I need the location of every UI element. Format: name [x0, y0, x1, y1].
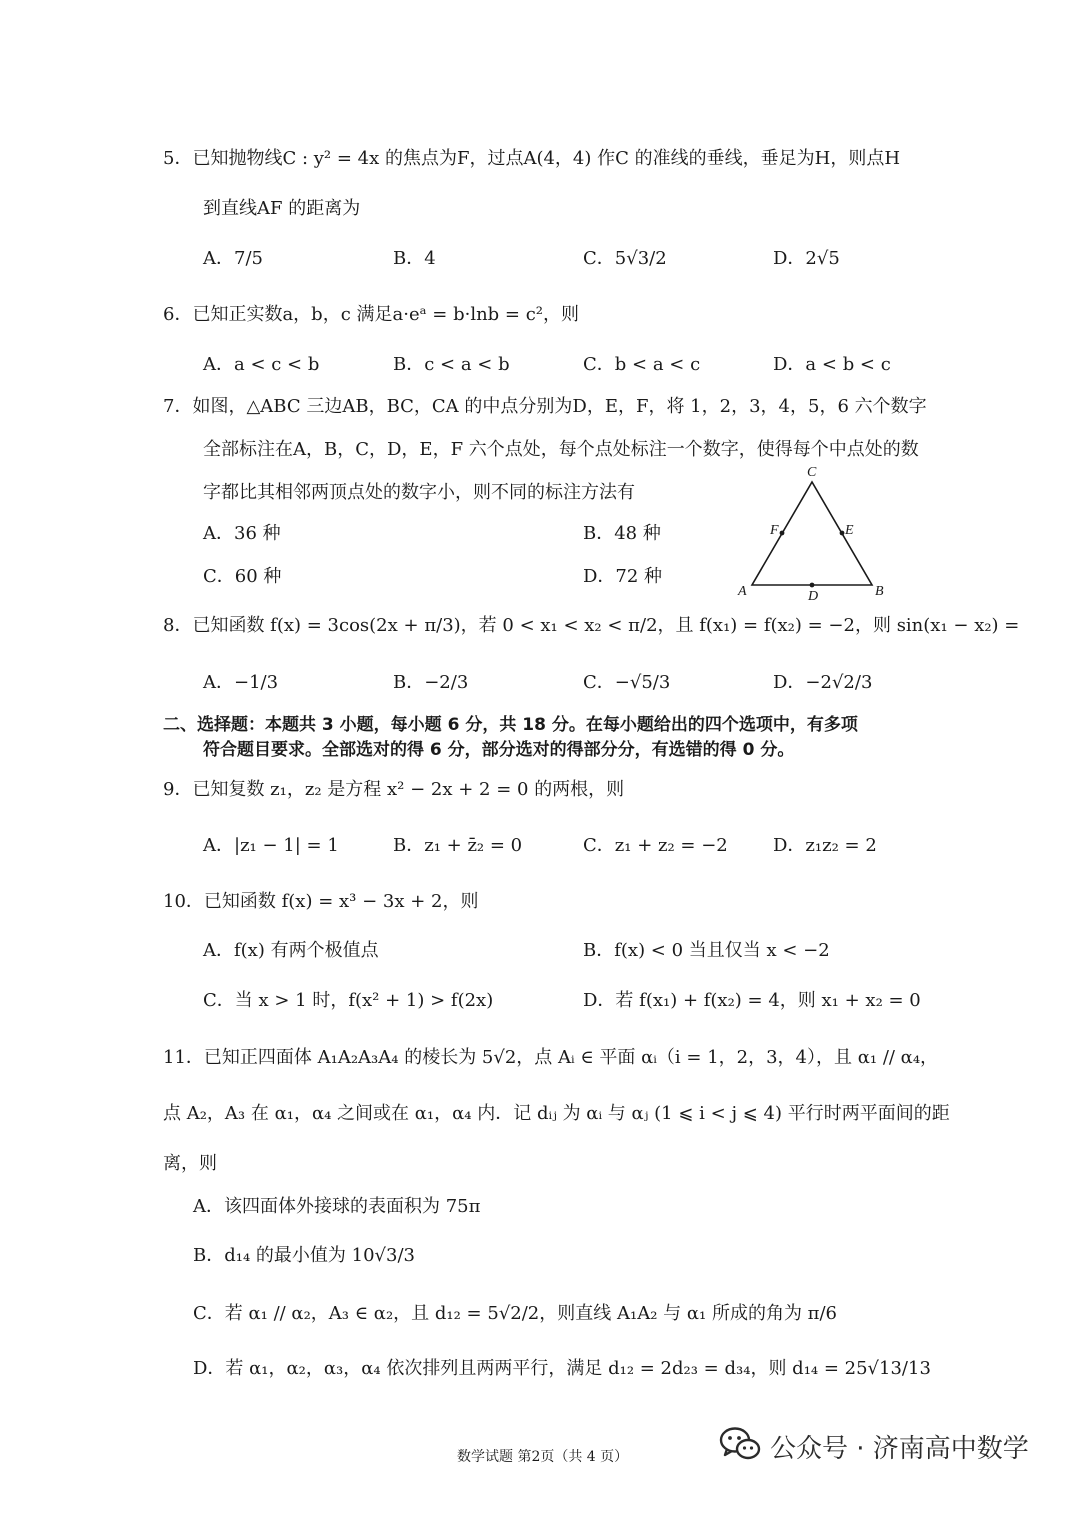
- label-a: A: [738, 584, 747, 599]
- wechat-icon: [718, 1424, 762, 1464]
- q9-option-b: B．z₁ + z̄₂ = 0: [393, 835, 523, 856]
- q10-option-a: A．f(x) 有两个极值点: [203, 940, 379, 961]
- q6-option-a: A．a < c < b: [203, 354, 320, 375]
- q11-stem-line1: 11．已知正四面体 A₁A₂A₃A₄ 的棱长为 5√2，点 Aᵢ ∈ 平面 αᵢ（i = 1，2，3，4），且 α₁ // α₄，: [163, 1047, 939, 1068]
- q11-option-b: B．d₁₄ 的最小值为 10√3/3: [193, 1245, 415, 1266]
- q8-option-c: C．−√5/3: [583, 672, 671, 693]
- q7-stem-line2: 全部标注在A，B，C，D，E，F 六个点处，每个点处标注一个数字，使得每个中点处的数: [203, 439, 919, 460]
- q10-option-c: C．当 x > 1 时，f(x² + 1) > f(2x): [203, 990, 494, 1011]
- q9-stem: 9．已知复数 z₁，z₂ 是方程 x² − 2x + 2 = 0 的两根，则: [163, 779, 625, 800]
- q5-option-a: A．7/5: [203, 248, 263, 269]
- q6-option-c: C．b < a < c: [583, 354, 701, 375]
- q5-option-c: C．5√3/2: [583, 248, 667, 269]
- q7-option-d: D．72 种: [583, 566, 663, 587]
- q8-option-b: B．−2/3: [393, 672, 469, 693]
- q8-stem: 8．已知函数 f(x) = 3cos(2x + π/3)，若 0 < x₁ < x₂ < π/2，且 f(x₁) = f(x₂) = −2，则 sin(x₁ − x₂) =: [163, 615, 1020, 636]
- q11-option-c: C．若 α₁ // α₂，A₃ ∈ α₂，且 d₁₂ = 5√2/2，则直线 A₁A₂ 与 α₁ 所成的角为 π/6: [193, 1303, 838, 1324]
- q9-option-d: D．z₁z₂ = 2: [773, 835, 877, 856]
- midpoint-d-dot: [810, 583, 815, 588]
- label-f: F: [770, 523, 779, 538]
- q5-stem-line1: 5．已知抛物线C : y² = 4x 的焦点为F，过点A(4，4) 作C 的准线的垂线，垂足为H，则点H: [163, 148, 901, 169]
- q11-option-d: D．若 α₁，α₂，α₃，α₄ 依次排列且两两平行，满足 d₁₂ = 2d₂₃ = d₃₄，则 d₁₄ = 25√13/13: [193, 1358, 931, 1379]
- q10-stem: 10．已知函数 f(x) = x³ − 3x + 2，则: [163, 891, 479, 912]
- q7-option-b: B．48 种: [583, 523, 661, 544]
- q10-option-d: D．若 f(x₁) + f(x₂) = 4，则 x₁ + x₂ = 0: [583, 990, 921, 1011]
- q8-option-d: D．−2√2/3: [773, 672, 873, 693]
- label-b: B: [875, 584, 884, 599]
- q6-option-b: B．c < a < b: [393, 354, 510, 375]
- q5-stem-line2: 到直线AF 的距离为: [203, 198, 361, 219]
- label-d: D: [808, 589, 819, 604]
- label-e: E: [845, 523, 854, 538]
- watermark-text: 公众号 · 济南高中数学: [770, 1434, 1029, 1464]
- section2-heading-line1: 二、选择题：本题共 3 小题，每小题 6 分，共 18 分。在每小题给出的四个选项中，有多项: [163, 715, 858, 735]
- q6-option-d: D．a < b < c: [773, 354, 891, 375]
- q7-stem-line1: 7．如图，△ABC 三边AB，BC，CA 的中点分别为D，E，F，将 1，2，3，4，5，6 六个数字: [163, 396, 927, 417]
- q11-option-a: A．该四面体外接球的表面积为 75π: [193, 1196, 481, 1217]
- q11-stem-line3: 离，则: [163, 1153, 217, 1174]
- q7-option-c: C．60 种: [203, 566, 282, 587]
- midpoint-f-dot: [780, 531, 785, 536]
- section2-heading-line2: 符合题目要求。全部选对的得 6 分，部分选对的得部分分，有选错的得 0 分。: [203, 740, 795, 760]
- triangle-figure: [730, 462, 890, 607]
- page-footer: 数学试题 第2页（共 4 页）: [457, 1449, 629, 1465]
- midpoint-e-dot: [840, 531, 845, 536]
- q10-option-b: B．f(x) < 0 当且仅当 x < −2: [583, 940, 830, 961]
- q9-option-c: C．z₁ + z₂ = −2: [583, 835, 728, 856]
- q11-stem-line2: 点 A₂，A₃ 在 α₁，α₄ 之间或在 α₁，α₄ 内．记 dᵢⱼ 为 αᵢ 与 αⱼ (1 ⩽ i < j ⩽ 4) 平行时两平面间的距: [163, 1103, 950, 1124]
- q7-option-a: A．36 种: [203, 523, 281, 544]
- q9-option-a: A．|z₁ − 1| = 1: [203, 835, 339, 856]
- q7-stem-line3: 字都比其相邻两顶点处的数字小，则不同的标注方法有: [203, 482, 635, 503]
- q5-option-d: D．2√5: [773, 248, 840, 269]
- q5-option-b: B．4: [393, 248, 436, 269]
- label-c: C: [807, 465, 817, 480]
- q8-option-a: A．−1/3: [203, 672, 279, 693]
- q6-stem: 6．已知正实数a，b，c 满足a·eᵃ = b·lnb = c²，则: [163, 304, 580, 325]
